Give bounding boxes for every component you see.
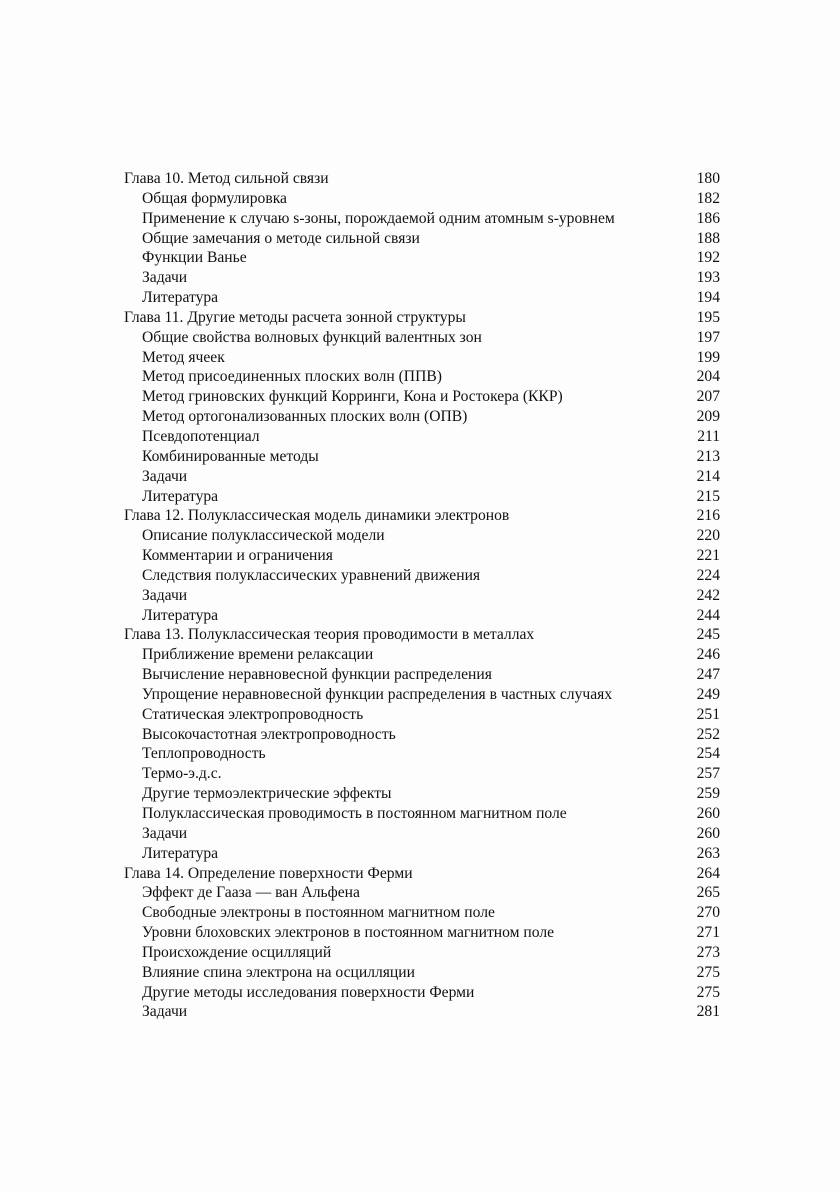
toc-chapter-entry <box>124 169 720 189</box>
toc-entry-page-number: 215 <box>696 487 720 505</box>
toc-entry-title: Общие замечания о методе сильной связи <box>142 229 420 247</box>
toc-entry-title: Применение к случаю s-зоны, порождаемой одним атомным s-уровнем <box>142 209 615 227</box>
toc-section-entry <box>124 725 720 745</box>
toc-entry-page-number: 193 <box>696 269 720 287</box>
toc-section-entry <box>124 883 720 903</box>
toc-section-entry <box>124 487 720 507</box>
toc-entry-title: Высокочастотная электропроводность <box>142 725 396 743</box>
toc-entry-page-number: 249 <box>696 685 720 703</box>
toc-section-entry <box>124 824 720 844</box>
toc-entry-page-number: 265 <box>696 884 720 902</box>
toc-section-entry <box>124 367 720 387</box>
toc-entry-title: Общая формулировка <box>142 189 287 207</box>
toc-entry-page-number: 195 <box>696 308 720 326</box>
toc-entry-page-number: 252 <box>696 725 720 743</box>
toc-entry-page-number: 244 <box>696 606 720 624</box>
toc-entry-page-number: 209 <box>696 408 720 426</box>
toc-entry-page-number: 247 <box>696 666 720 684</box>
toc-entry-title: Общие свойства волновых функций валентных зон <box>142 328 482 346</box>
toc-chapter-entry <box>124 506 720 526</box>
toc-entry-title: Термо-э.д.с. <box>142 765 222 783</box>
toc-entry-page-number: 213 <box>696 447 720 465</box>
toc-entry-title: Теплопроводность <box>142 745 266 763</box>
toc-section-entry <box>124 744 720 764</box>
table-of-contents <box>124 169 720 1022</box>
toc-entry-title: Литература <box>142 606 219 624</box>
toc-section-entry <box>124 268 720 288</box>
toc-entry-title: Глава 12. Полуклассическая модель динамики электронов <box>124 507 510 525</box>
toc-section-entry <box>124 189 720 209</box>
toc-entry-page-number: 257 <box>696 765 720 783</box>
toc-entry-title: Полуклассическая проводимость в постоянном магнитном поле <box>142 805 567 822</box>
toc-entry-page-number: 207 <box>696 388 720 406</box>
toc-entry-title: Глава 13. Полуклассическая теория проводимости в металлах <box>124 626 535 644</box>
toc-entry-title: Глава 11. Другие методы расчета зонной структуры <box>124 308 466 326</box>
toc-section-entry <box>124 546 720 566</box>
toc-section-entry <box>124 447 720 467</box>
toc-section-entry <box>124 804 720 824</box>
toc-entry-page-number: 194 <box>696 289 720 307</box>
toc-entry-page-number: 204 <box>696 368 720 386</box>
toc-entry-title: Другие методы исследования поверхности Ферми <box>142 983 475 1001</box>
toc-section-entry <box>124 586 720 606</box>
toc-entry-title: Метод ортогонализованных плоских волн (ОПВ) <box>142 408 468 426</box>
toc-section-entry <box>124 645 720 665</box>
toc-entry-page-number: 221 <box>696 547 720 565</box>
toc-entry-page-number: 254 <box>696 745 720 763</box>
toc-section-entry <box>124 348 720 368</box>
toc-section-entry <box>124 665 720 685</box>
toc-section-entry <box>124 229 720 249</box>
toc-chapter-entry <box>124 864 720 884</box>
toc-entry-page-number: 275 <box>696 983 720 1001</box>
toc-section-entry <box>124 288 720 308</box>
toc-section-entry <box>124 328 720 348</box>
toc-entry-page-number: 281 <box>696 1003 720 1021</box>
toc-entry-title: Метод гриновских функций Корринги, Кона и Ростокера (ККР) <box>142 388 563 406</box>
toc-section-entry <box>124 685 720 705</box>
toc-entry-page-number: 197 <box>696 328 720 346</box>
toc-entry-page-number: 260 <box>696 824 720 842</box>
toc-entry-page-number: 251 <box>696 705 720 723</box>
toc-section-entry <box>124 943 720 963</box>
toc-entry-title: Задачи <box>142 586 188 604</box>
toc-section-entry <box>124 566 720 586</box>
toc-entry-page-number: 264 <box>696 864 720 882</box>
toc-section-entry <box>124 248 720 268</box>
toc-section-entry <box>124 467 720 487</box>
toc-entry-page-number: 270 <box>696 904 720 922</box>
toc-entry-title: Свободные электроны в постоянном магнитном поле <box>142 904 495 922</box>
toc-entry-title: Задачи <box>142 1003 188 1021</box>
toc-entry-title: Описание полуклассической модели <box>142 527 385 545</box>
toc-entry-page-number: 242 <box>696 586 720 604</box>
toc-section-entry <box>124 209 720 229</box>
toc-chapter-entry <box>124 625 720 645</box>
toc-entry-title: Происхождение осцилляций <box>142 943 332 961</box>
toc-section-entry <box>124 983 720 1003</box>
toc-entry-title: Упрощение неравновесной функции распределения в частных случаях <box>142 685 613 703</box>
toc-entry-title: Следствия полуклассических уравнений движения <box>142 566 481 584</box>
toc-section-entry <box>124 407 720 427</box>
toc-entry-title: Задачи <box>142 467 188 485</box>
toc-entry-page-number: 245 <box>696 626 720 644</box>
toc-entry-page-number: 271 <box>696 924 720 942</box>
toc-entry-page-number: 224 <box>696 566 720 584</box>
toc-entry-title: Вычисление неравновесной функции распределения <box>142 666 492 684</box>
toc-entry-title: Комбинированные методы <box>142 447 319 465</box>
toc-section-entry <box>124 427 720 447</box>
toc-entry-title: Глава 10. Метод сильной связи <box>124 170 329 187</box>
toc-section-entry <box>124 764 720 784</box>
toc-entry-title: Глава 14. Определение поверхности Ферми <box>124 864 413 882</box>
toc-entry-page-number: 199 <box>696 348 720 366</box>
toc-entry-title: Эффект де Гааза — ван Альфена <box>142 884 360 902</box>
toc-entry-page-number: 180 <box>696 170 720 187</box>
toc-entry-page-number: 275 <box>696 963 720 981</box>
toc-entry-title: Литература <box>142 487 219 505</box>
toc-entry-page-number: 259 <box>696 785 720 803</box>
toc-entry-title: Задачи <box>142 269 188 287</box>
toc-entry-page-number: 192 <box>696 249 720 267</box>
toc-entry-page-number: 216 <box>696 507 720 525</box>
toc-entry-page-number: 186 <box>696 209 720 227</box>
toc-entry-page-number: 214 <box>696 467 720 485</box>
toc-entry-title: Метод ячеек <box>142 348 225 366</box>
toc-section-entry <box>124 705 720 725</box>
toc-entry-title: Псевдопотенциал <box>142 427 260 445</box>
toc-entry-page-number: 182 <box>696 189 720 207</box>
toc-section-entry <box>124 903 720 923</box>
toc-entry-title: Уровни блоховских электронов в постоянном магнитном поле <box>142 924 555 942</box>
toc-entry-page-number: 273 <box>696 943 720 961</box>
toc-entry-title: Метод присоединенных плоских волн (ППВ) <box>142 368 442 386</box>
toc-entry-title: Литература <box>142 844 219 862</box>
toc-entry-title: Другие термоэлектрические эффекты <box>142 785 392 803</box>
toc-section-entry <box>124 784 720 804</box>
toc-entry-title: Комментарии и ограничения <box>142 547 333 565</box>
toc-section-entry <box>124 1002 720 1022</box>
toc-entry-title: Литература <box>142 289 219 307</box>
toc-section-entry <box>124 526 720 546</box>
toc-section-entry <box>124 387 720 407</box>
toc-section-entry <box>124 606 720 626</box>
toc-entry-page-number: 263 <box>696 844 720 862</box>
toc-entry-page-number: 211 <box>697 427 720 445</box>
toc-entry-title: Приближение времени релаксации <box>142 646 374 664</box>
toc-entry-page-number: 260 <box>696 805 720 822</box>
toc-entry-title: Статическая электропроводность <box>142 705 364 723</box>
toc-section-entry <box>124 844 720 864</box>
toc-section-entry <box>124 963 720 983</box>
toc-entry-page-number: 220 <box>696 527 720 545</box>
toc-entry-page-number: 246 <box>696 646 720 664</box>
toc-entry-page-number: 188 <box>696 229 720 247</box>
toc-chapter-entry <box>124 308 720 328</box>
toc-entry-title: Функции Ванье <box>142 249 247 267</box>
toc-entry-title: Задачи <box>142 824 188 842</box>
toc-entry-title: Влияние спина электрона на осцилляции <box>142 963 415 981</box>
toc-section-entry <box>124 923 720 943</box>
